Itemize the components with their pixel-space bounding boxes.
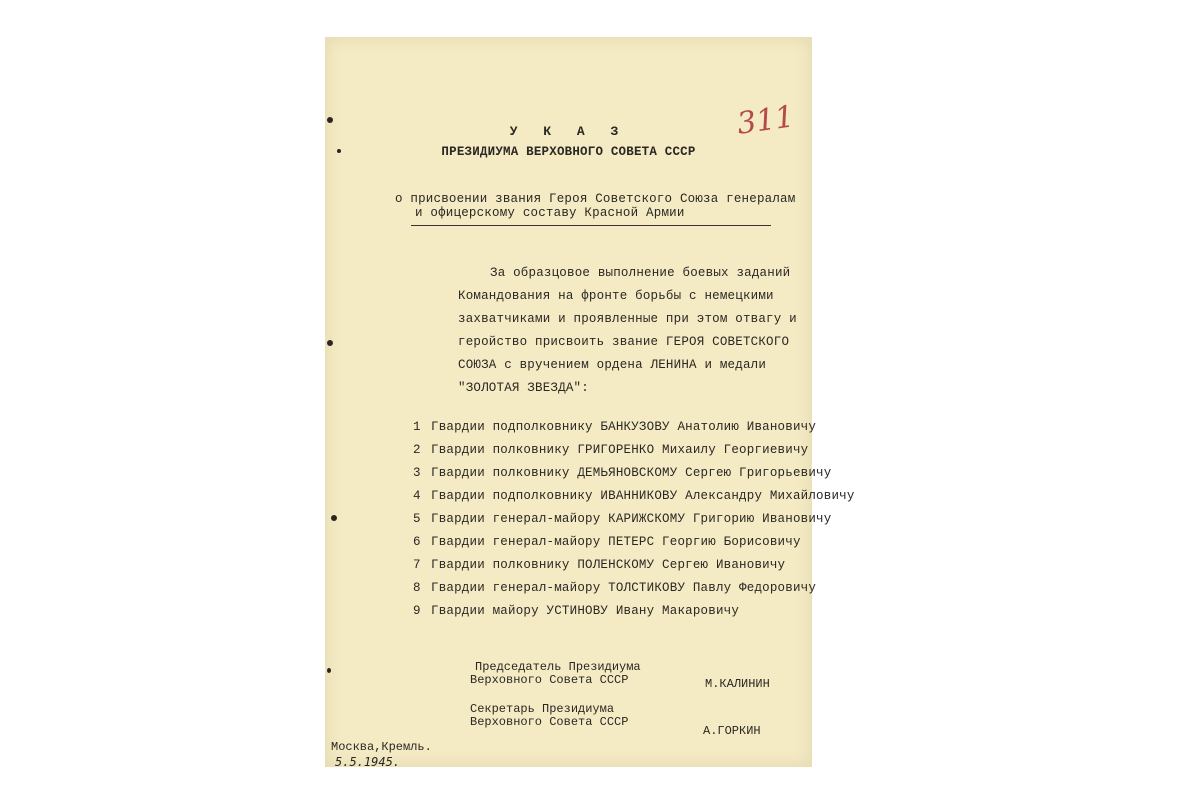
signatory-2-title: Верховного Совета СССР [470,715,629,729]
binding-mark [327,668,331,673]
awardee-row [413,443,808,457]
archive-number: 311 [734,99,797,142]
body-line: захватчиками и проявленные при этом отвагу и [458,312,797,326]
awardee-text: Гвардии генерал-майору ПЕТЕРС Георгию Борисовичу [431,535,801,549]
decree-subheading: ПРЕЗИДИУМА ВЕРХОВНОГО СОВЕТА СССР [441,145,696,159]
awardee-row [413,489,855,503]
binding-mark [327,117,333,123]
decree-subject-line-2: и офицерскому составу Красной Армии [415,206,685,220]
awardee-text: Гвардии генерал-майору ТОЛСТИКОВУ Павлу Федоровичу [431,581,817,595]
signatory-1-title: Верховного Совета СССР [470,673,629,687]
awardee-text: Гвардии подполковнику БАНКУЗОВУ Анатолию Ивановичу [431,420,817,434]
date-label: 5.5.1945. [335,755,401,769]
place-label: Москва,Кремль. [331,740,432,754]
awardee-text: Гвардии майору УСТИНОВУ Ивану Макаровичу [431,604,740,618]
decree-heading: У К А З [509,124,628,139]
body-line: Командования на фронте борьбы с немецкими [458,289,774,303]
awardee-text: Гвардии подполковнику ИВАННИКОВУ Александру Михайловичу [431,489,855,503]
body-line: За образцовое выполнение боевых заданий [490,266,791,280]
decree-subject-line-1: о присвоении звания Героя Советского Союза генералам [395,192,796,206]
signatory-2-title: Секретарь Президиума [470,702,615,716]
awardee-number: 6 [413,535,421,549]
awardee-text: Гвардии генерал-майору КАРИЖСКОМУ Григорию Ивановичу [431,512,832,526]
awardee-number: 3 [413,466,421,480]
awardee-row [413,420,816,434]
awardee-row [413,604,739,618]
awardee-number: 5 [413,512,421,526]
signatory-1-title: Председатель Президиума [475,660,641,674]
body-line: СОЮЗА с вручением ордена ЛЕНИНА и медали [458,358,767,372]
awardee-text: Гвардии полковнику ДЕМЬЯНОВСКОМУ Сергею Григорьевичу [431,466,832,480]
signatory-2-name: А.ГОРКИН [703,724,761,738]
awardee-number: 9 [413,604,421,618]
awardee-number: 7 [413,558,421,572]
awardee-row [413,535,801,549]
awardee-text: Гвардии полковнику ГРИГОРЕНКО Михаилу Георгиевичу [431,443,809,457]
binding-mark [331,515,337,521]
awardee-number: 4 [413,489,421,503]
decree-sheet [325,37,855,767]
body-line: "ЗОЛОТАЯ ЗВЕЗДА": [458,381,589,395]
awardee-text: Гвардии полковнику ПОЛЕНСКОМУ Сергею Ивановичу [431,558,786,572]
awardee-row [413,466,831,480]
awardee-row [413,581,816,595]
signatory-1-name: М.КАЛИНИН [705,677,770,691]
awardee-number: 1 [413,420,421,434]
body-line: геройство присвоить звание ГЕРОЯ СОВЕТСКОГО [458,335,790,349]
awardee-number: 8 [413,581,421,595]
binding-mark [327,340,333,346]
awardee-row [413,558,785,572]
heading-divider [411,225,771,226]
awardee-number: 2 [413,443,421,457]
awardee-row [413,512,831,526]
